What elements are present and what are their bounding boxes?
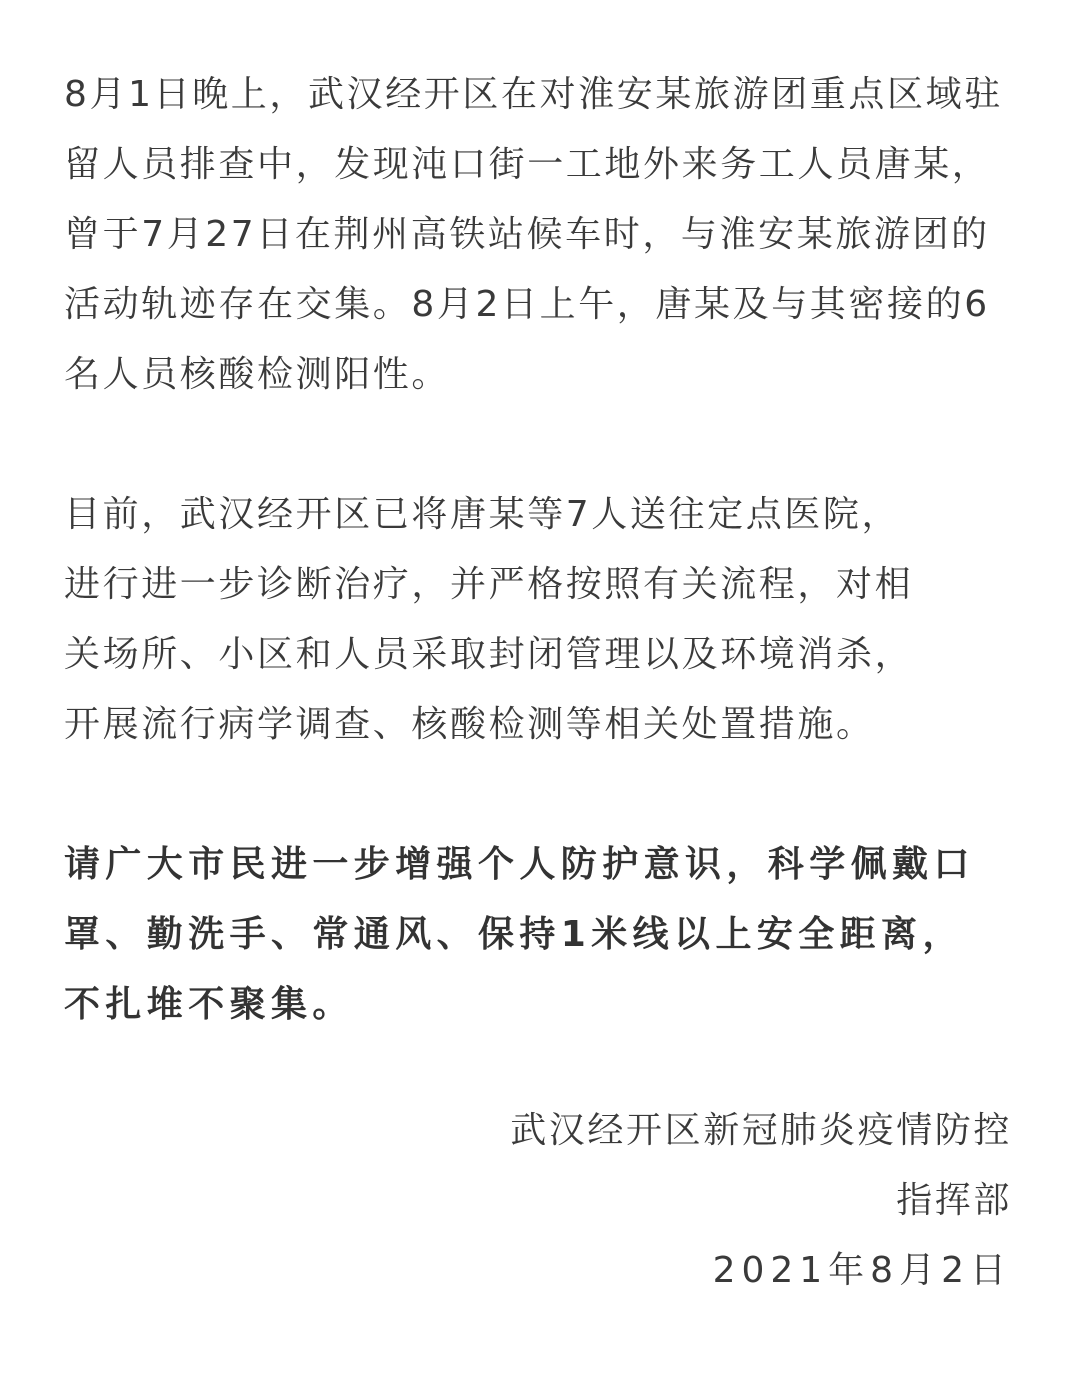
paragraph-measures: [64, 480, 1016, 760]
text-line: 留人员排查中，发现沌口街一工地外来务工人员唐某，: [64, 144, 991, 185]
text-line: 名人员核酸检测阳性。: [64, 354, 451, 395]
notice-body: [64, 60, 1016, 1040]
signature-org-line2: 指挥部: [896, 1180, 1012, 1221]
text-line: 8月1日晚上，武汉经开区在对淮安某旅游团重点区域驻: [64, 74, 1003, 115]
paragraph-case-report: [64, 60, 1016, 410]
text-line: 请广大市民进一步增强个人防护意识，科学佩戴口: [64, 844, 975, 885]
text-line: 曾于7月27日在荆州高铁站候车时，与淮安某旅游团的: [64, 214, 990, 255]
text-line: 开展流行病学调查、核酸检测等相关处置措施。: [64, 704, 875, 745]
text-line: 进行进一步诊断治疗，并严格按照有关流程，对相: [64, 564, 914, 605]
text-line: 活动轨迹存在交集。8月2日上午，唐某及与其密接的6: [64, 284, 990, 325]
signature-date: 2021年8月2日: [712, 1250, 1012, 1291]
signature-block: [510, 1096, 1012, 1306]
text-line: 罩、勤洗手、常通风、保持1米线以上安全距离，: [64, 914, 964, 955]
text-line: 关场所、小区和人员采取封闭管理以及环境消杀，: [64, 634, 914, 675]
paragraph-public-advice: [64, 830, 1016, 1040]
text-line: 不扎堆不聚集。: [64, 984, 354, 1025]
text-line: 目前，武汉经开区已将唐某等7人送往定点医院，: [64, 494, 901, 535]
signature-org-line1: 武汉经开区新冠肺炎疫情防控: [510, 1110, 1012, 1151]
